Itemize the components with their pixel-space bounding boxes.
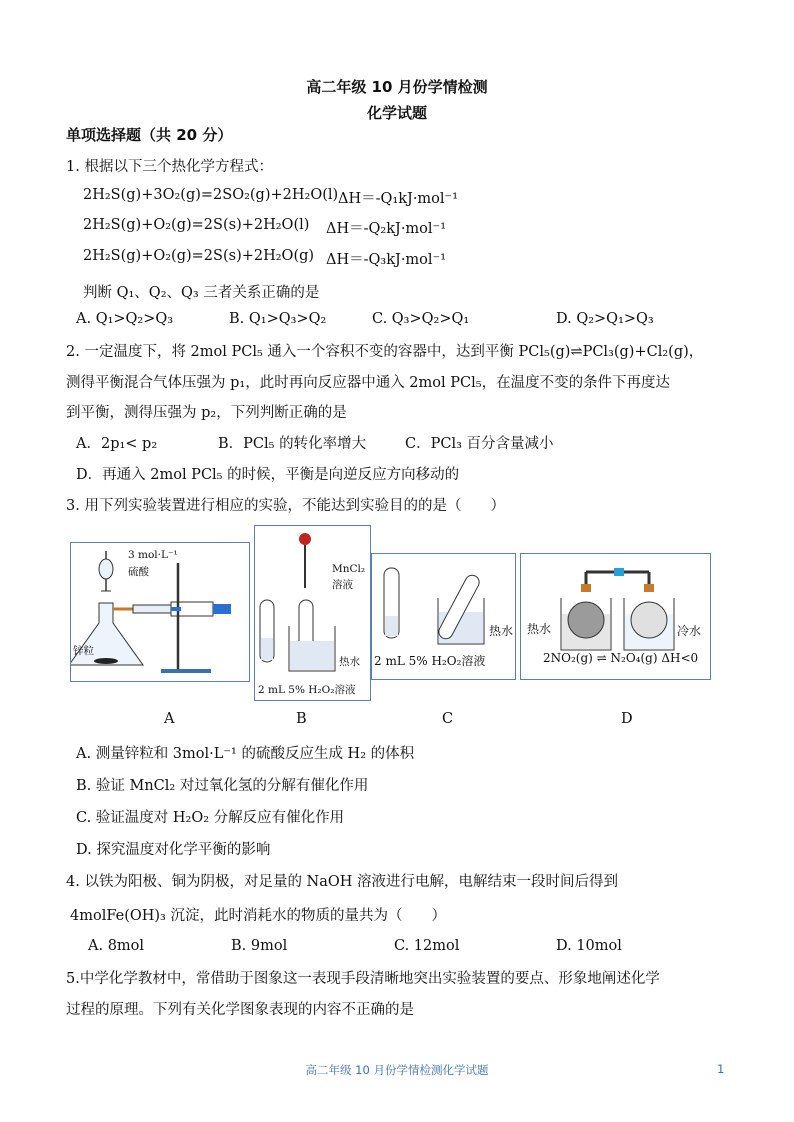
q1-enthalpy-1: ΔH＝-Q₁kJ·mol⁻¹ xyxy=(338,191,459,207)
q1-enthalpy-3: ΔH＝-Q₃kJ·mol⁻¹ xyxy=(326,252,447,268)
q3-option-a: A. 测量锌粒和 3mol·L⁻¹ 的硫酸反应生成 H₂ 的体积 xyxy=(76,746,415,762)
q2-line-2: 测得平衡混合气体压强为 p₁，此时再向反应器中通入 2mol PCl₅，在温度不变的条件下再度达 xyxy=(66,375,671,391)
apparatus-a-drawing xyxy=(71,543,249,681)
figure-a-gas-apparatus xyxy=(70,542,250,682)
q1-equation-1: 2H₂S(g)+3O₂(g)=2SO₂(g)+2H₂O(l) xyxy=(83,187,339,203)
q1-option-d: D. Q₂>Q₁>Q₃ xyxy=(556,311,654,327)
acid-concentration-label: 3 mol·L⁻¹ xyxy=(128,549,178,561)
q2-option-a: A．2p₁< p₂ xyxy=(76,436,158,452)
q2-option-d: D．再通入 2mol PCl₅ 的时候，平衡是向逆反应方向移动的 xyxy=(76,467,460,483)
apparatus-b-drawing xyxy=(255,526,370,700)
zinc-granules-label: 锌粒 xyxy=(73,645,94,657)
q4-line-1: 4. 以铁为阳极、铜为阴极，对足量的 NaOH 溶液进行电解，电解结束一段时间后得到 xyxy=(66,874,619,890)
figure-d-caption: D xyxy=(621,711,633,727)
figure-b-caption: B xyxy=(296,711,307,727)
figure-c-caption: C xyxy=(442,711,454,727)
q1-question: 判断 Q₁、Q₂、Q₃ 三者关系正确的是 xyxy=(83,285,320,301)
q2-option-c: C．PCl₃ 百分含量减小 xyxy=(405,436,554,452)
q1-equation-3: 2H₂S(g)+O₂(g)=2S(s)+2H₂O(g) xyxy=(83,248,315,264)
q2-line-1: 2. 一定温度下，将 2mol PCl₅ 通入一个容积不变的容器中，达到平衡 PCl₅(g)⇌PCl₃(g)+Cl₂(g)， xyxy=(66,344,704,360)
q1-stem: 1. 根据以下三个热化学方程式： xyxy=(66,159,273,175)
footer-title: 高二年级 10 月份学情检测化学试题 xyxy=(305,1063,489,1077)
figure-d-equilibrium-test xyxy=(520,553,711,680)
h2o2-solution-label-c: 2 mL 5% H₂O₂溶液 xyxy=(374,654,486,668)
q4-option-d: D. 10mol xyxy=(556,938,622,954)
q5-line-2: 过程的原理。下列有关化学图象表现的内容不正确的是 xyxy=(66,1002,414,1018)
page-title: 高二年级 10 月份学情检测 xyxy=(306,78,488,96)
q4-line-2: 4molFe(OH)₃ 沉淀，此时消耗水的物质的量共为（ ） xyxy=(70,908,446,924)
q2-line-3: 到平衡，测得压强为 p₂，下列判断正确的是 xyxy=(66,405,347,421)
q3-option-d: D. 探究温度对化学平衡的影响 xyxy=(76,842,271,858)
q3-option-c: C. 验证温度对 H₂O₂ 分解反应有催化作用 xyxy=(76,810,345,826)
q1-equation-2: 2H₂S(g)+O₂(g)=2S(s)+2H₂O(l) xyxy=(83,217,310,233)
hot-water-label-d: 热水 xyxy=(527,622,552,636)
q3-stem: 3. 用下列实验装置进行相应的实验，不能达到实验目的的是（ ） xyxy=(66,498,505,514)
figure-a-caption: A xyxy=(164,711,175,727)
sulfuric-acid-label: 硫酸 xyxy=(128,566,149,578)
q4-option-a: A. 8mol xyxy=(88,938,145,954)
no2-equilibrium-equation: 2NO₂(g) ⇌ N₂O₄(g) ΔH<0 xyxy=(543,651,699,665)
q3-option-b: B. 验证 MnCl₂ 对过氧化氢的分解有催化作用 xyxy=(76,778,369,794)
mncl2-solution-label: 溶液 xyxy=(332,579,353,591)
q5-line-1: 5.中学化学教材中，常借助于图象这一表现手段清晰地突出实验装置的要点、形象地阐述化学 xyxy=(66,971,660,987)
q4-option-b: B. 9mol xyxy=(231,938,288,954)
q1-option-a: A. Q₁>Q₂>Q₃ xyxy=(76,311,174,327)
page-number: 1 xyxy=(717,1062,725,1076)
hot-water-label-c: 热水 xyxy=(489,624,514,638)
hot-water-label-b: 热水 xyxy=(339,656,360,668)
section-heading: 单项选择题（共 20 分） xyxy=(66,126,233,144)
h2o2-solution-label-b: 2 mL 5% H₂O₂溶液 xyxy=(258,684,356,696)
q1-option-c: C. Q₃>Q₂>Q₁ xyxy=(372,311,470,327)
figure-c-temperature-test xyxy=(371,553,516,680)
q2-option-b: B．PCl₅ 的转化率增大 xyxy=(218,436,367,452)
mncl2-label: MnCl₂ xyxy=(332,563,366,575)
page-subtitle: 化学试题 xyxy=(366,104,427,122)
figure-b-catalyst-test xyxy=(254,525,371,701)
q1-option-b: B. Q₁>Q₃>Q₂ xyxy=(229,311,327,327)
q4-option-c: C. 12mol xyxy=(394,938,460,954)
q1-enthalpy-2: ΔH＝-Q₂kJ·mol⁻¹ xyxy=(326,221,447,237)
cold-water-label-d: 冷水 xyxy=(677,624,702,638)
